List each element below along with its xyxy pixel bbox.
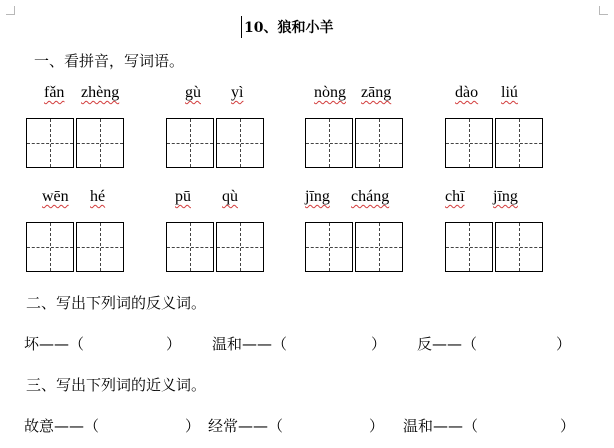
pinyin-row-2 [0, 188, 614, 212]
writing-grid-cell[interactable] [166, 222, 214, 272]
synonym-prompt[interactable]: 故意——（ [24, 417, 100, 435]
writing-grid-cell[interactable] [76, 222, 124, 272]
pinyin[interactable]: liú [501, 84, 518, 101]
antonym-close-paren: ） [371, 335, 387, 353]
section-heading-1[interactable]: 一、看拼音，写词语。 [34, 52, 185, 70]
writing-grid-cell[interactable] [216, 118, 264, 168]
writing-grid-cell[interactable] [355, 118, 403, 168]
synonym-close-paren: ） [369, 417, 385, 435]
synonym-prompt[interactable]: 温和——（ [403, 417, 479, 435]
writing-grid-cell[interactable] [495, 222, 543, 272]
writing-grid-cell[interactable] [305, 222, 353, 272]
pinyin[interactable]: jīng [493, 188, 518, 205]
antonym-prompt[interactable]: 温和——（ [212, 335, 288, 353]
pinyin[interactable]: dào [455, 84, 479, 101]
pinyin[interactable]: jīng [305, 188, 330, 205]
writing-grid-cell[interactable] [166, 118, 214, 168]
section-heading-2[interactable]: 二、写出下列词的反义词。 [26, 294, 207, 312]
pinyin[interactable]: gù [185, 84, 201, 101]
synonym-prompt[interactable]: 经常——（ [208, 417, 284, 435]
writing-grid-cell[interactable] [216, 222, 264, 272]
page-corner-mark [6, 6, 15, 15]
antonym-close-paren: ） [166, 335, 182, 353]
antonym-close-paren: ） [556, 335, 572, 353]
pinyin[interactable]: pū [175, 188, 191, 205]
writing-grid-cell[interactable] [495, 118, 543, 168]
writing-grid-cell[interactable] [305, 118, 353, 168]
section-heading-3[interactable]: 三、写出下列词的近义词。 [26, 376, 207, 394]
writing-grid-cell[interactable] [76, 118, 124, 168]
pinyin[interactable]: chī [445, 188, 465, 205]
pinyin[interactable]: yì [231, 84, 244, 101]
pinyin[interactable]: hé [90, 188, 106, 205]
text-cursor [241, 16, 242, 38]
writing-grid-cell[interactable] [445, 222, 493, 272]
pinyin[interactable]: zāng [361, 84, 392, 101]
writing-grid-cell[interactable] [355, 222, 403, 272]
antonym-prompt[interactable]: 反——（ [417, 335, 478, 353]
pinyin[interactable]: zhèng [81, 84, 120, 101]
pinyin[interactable]: qù [222, 188, 238, 205]
antonym-prompt[interactable]: 坏——（ [24, 335, 85, 353]
writing-grid-cell[interactable] [445, 118, 493, 168]
writing-grid-cell[interactable] [26, 222, 74, 272]
synonym-close-paren: ） [560, 417, 576, 435]
synonym-close-paren: ） [185, 417, 201, 435]
pinyin[interactable]: cháng [351, 188, 390, 205]
pinyin-row-1 [0, 84, 614, 108]
document-title[interactable]: 10、狼和小羊 [244, 20, 334, 36]
pinyin[interactable]: nòng [314, 84, 346, 101]
page-corner-mark [599, 6, 608, 15]
writing-grid-cell[interactable] [26, 118, 74, 168]
pinyin[interactable]: fǎn [44, 84, 65, 101]
pinyin[interactable]: wēn [42, 188, 69, 205]
